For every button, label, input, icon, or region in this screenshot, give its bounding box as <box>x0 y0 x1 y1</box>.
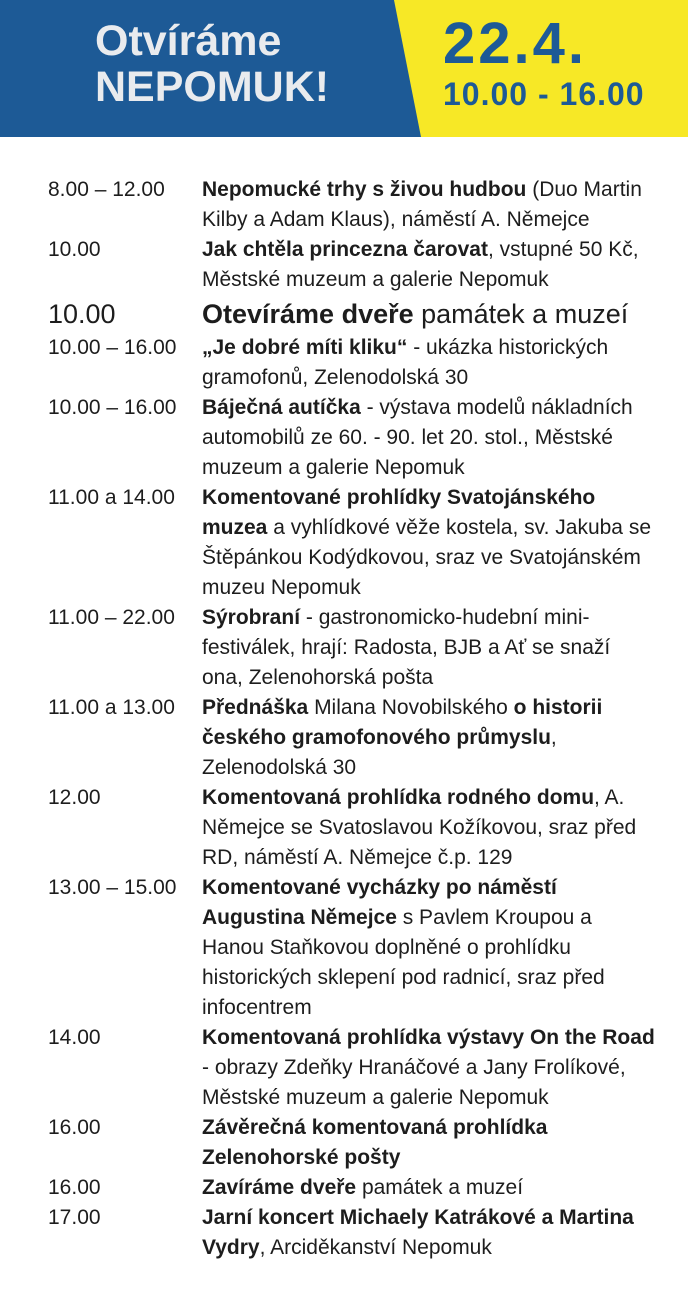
schedule-row <box>48 175 688 235</box>
schedule-row <box>48 1173 688 1203</box>
event-time: 11.00 a 14.00 <box>48 486 175 509</box>
event-description <box>202 783 672 873</box>
event-text-bold: Komentované prohlídky Svatojánského <box>202 486 596 509</box>
schedule-row <box>48 603 688 693</box>
event-time: 14.00 <box>48 1026 101 1049</box>
event-text: s Pavlem Kroupou a <box>396 906 592 929</box>
schedule-row <box>48 1203 688 1263</box>
event-text: - obrazy Zdeňky Hranáčové a Jany Frolíkové, <box>202 1056 626 1079</box>
event-text-bold: Otevíráme dveře <box>202 299 414 329</box>
event-text-bold: českého gramofonového průmyslu <box>202 726 551 749</box>
schedule-row <box>48 783 688 873</box>
event-text: , <box>550 726 557 749</box>
schedule-row <box>48 1023 688 1113</box>
event-text-bold: Báječná autíčka <box>202 396 361 419</box>
event-time: 17.00 <box>48 1206 101 1229</box>
event-text: Městské muzeum a galerie Nepomuk <box>202 1086 549 1109</box>
event-text-bold: Komentované vycházky po náměstí <box>202 876 557 899</box>
event-text: automobilů ze 60. - 90. let 20. stol., Městské <box>202 426 613 449</box>
poster-title <box>95 18 329 110</box>
event-text-bold: muzea <box>202 516 268 539</box>
event-description <box>202 393 672 483</box>
event-text-bold: Zelenohorské pošty <box>202 1146 401 1169</box>
header-date-panel <box>443 11 645 112</box>
schedule-row <box>48 295 688 333</box>
event-text: a vyhlídkové věže kostela, sv. Jakuba se <box>267 516 651 539</box>
event-text: (Duo Martin <box>526 178 642 201</box>
event-text: památek a muzeí <box>356 1176 524 1199</box>
event-text: historických sklepení pod radnicí, sraz před <box>202 966 605 989</box>
schedule-row <box>48 393 688 483</box>
event-date: 22.4. <box>443 11 587 76</box>
event-text: infocentrem <box>202 996 312 1019</box>
event-text: - výstava modelů nákladních <box>360 396 633 419</box>
event-time: 10.00 – 16.00 <box>48 396 177 419</box>
event-time: 12.00 <box>48 786 101 809</box>
schedule-row <box>48 873 688 1023</box>
event-description <box>202 1173 672 1203</box>
event-text: RD, náměstí A. Němejce č.p. 129 <box>202 846 513 869</box>
event-text-bold: Jarní koncert Michaely Katrákové a Martina <box>202 1206 634 1229</box>
event-text-bold: Komentovaná prohlídka výstavy On the Road <box>202 1026 655 1049</box>
event-description <box>202 1203 672 1263</box>
event-time: 10.00 <box>48 299 116 329</box>
schedule-row <box>48 1113 688 1173</box>
event-text: Štěpánkou Kodýdkovou, sraz ve Svatojánském <box>202 546 641 569</box>
event-text-bold: Přednáška <box>202 696 309 719</box>
event-description <box>202 175 672 235</box>
event-description <box>202 873 672 1023</box>
schedule-row <box>48 235 688 295</box>
event-time: 11.00 a 13.00 <box>48 696 175 719</box>
event-text: - ukázka historických <box>407 336 609 359</box>
event-text: ona, Zelenohorská pošta <box>202 666 434 689</box>
event-text: - gastronomicko-hudební mini- <box>300 606 590 629</box>
event-time: 16.00 <box>48 1116 101 1139</box>
event-text-bold: Závěrečná komentovaná prohlídka <box>202 1116 548 1139</box>
event-time: 13.00 – 15.00 <box>48 876 177 899</box>
event-text: muzeu Nepomuk <box>202 576 361 599</box>
event-time: 10.00 – 16.00 <box>48 336 177 359</box>
event-time-range: 10.00 - 16.00 <box>443 76 645 112</box>
event-text: , Arciděkanství Nepomuk <box>259 1236 492 1259</box>
event-time: 11.00 – 22.00 <box>48 606 175 629</box>
event-text: , A. <box>594 786 625 809</box>
event-description <box>202 483 672 603</box>
event-text-bold: „Je dobré míti kliku“ <box>202 336 408 359</box>
event-text-bold: Augustina Němejce <box>202 906 397 929</box>
event-description <box>202 1113 672 1173</box>
event-text: památek a muzeí <box>413 299 629 329</box>
schedule-row <box>48 333 688 393</box>
event-description <box>202 693 672 783</box>
poster-title-line1: Otvíráme <box>95 17 282 65</box>
schedule-row <box>48 693 688 783</box>
event-text-bold: Nepomucké trhy s živou hudbou <box>202 178 527 201</box>
event-text: Němejce se Svatoslavou Kožíkovou, sraz před <box>202 816 637 839</box>
event-text-bold: o historii <box>513 696 603 719</box>
event-description <box>202 235 672 295</box>
event-text-bold: Zavíráme dveře <box>202 1176 357 1199</box>
event-time: 8.00 – 12.00 <box>48 178 165 201</box>
event-text: gramofonů, Zelenodolská 30 <box>202 366 469 389</box>
event-description <box>202 603 672 693</box>
event-text-bold: Jak chtěla princezna čarovat <box>202 238 488 261</box>
event-description <box>202 295 672 333</box>
event-text-bold: Vydry <box>202 1236 260 1259</box>
event-text: muzeum a galerie Nepomuk <box>202 456 465 479</box>
schedule-row <box>48 483 688 603</box>
schedule-list <box>0 137 688 1263</box>
event-text: Milana Novobilského <box>308 696 514 719</box>
event-text: Kilby a Adam Klaus), náměstí A. Němejce <box>202 208 590 231</box>
event-description <box>202 1023 672 1113</box>
event-text-bold: Sýrobraní <box>202 606 301 629</box>
event-description <box>202 333 672 393</box>
poster-title-line2: NEPOMUK! <box>95 63 330 111</box>
event-text: Zelenodolská 30 <box>202 756 357 779</box>
event-text-bold: Komentovaná prohlídka rodného domu <box>202 786 595 809</box>
event-text: Hanou Staňkovou doplněné o prohlídku <box>202 936 571 959</box>
event-text: , vstupné 50 Kč, <box>487 238 639 261</box>
event-text: festiválek, hrají: Radosta, BJB a Ať se snaží <box>202 636 611 659</box>
event-text: Městské muzeum a galerie Nepomuk <box>202 268 549 291</box>
event-time: 10.00 <box>48 238 101 261</box>
event-time: 16.00 <box>48 1176 101 1199</box>
poster-header <box>0 0 688 137</box>
